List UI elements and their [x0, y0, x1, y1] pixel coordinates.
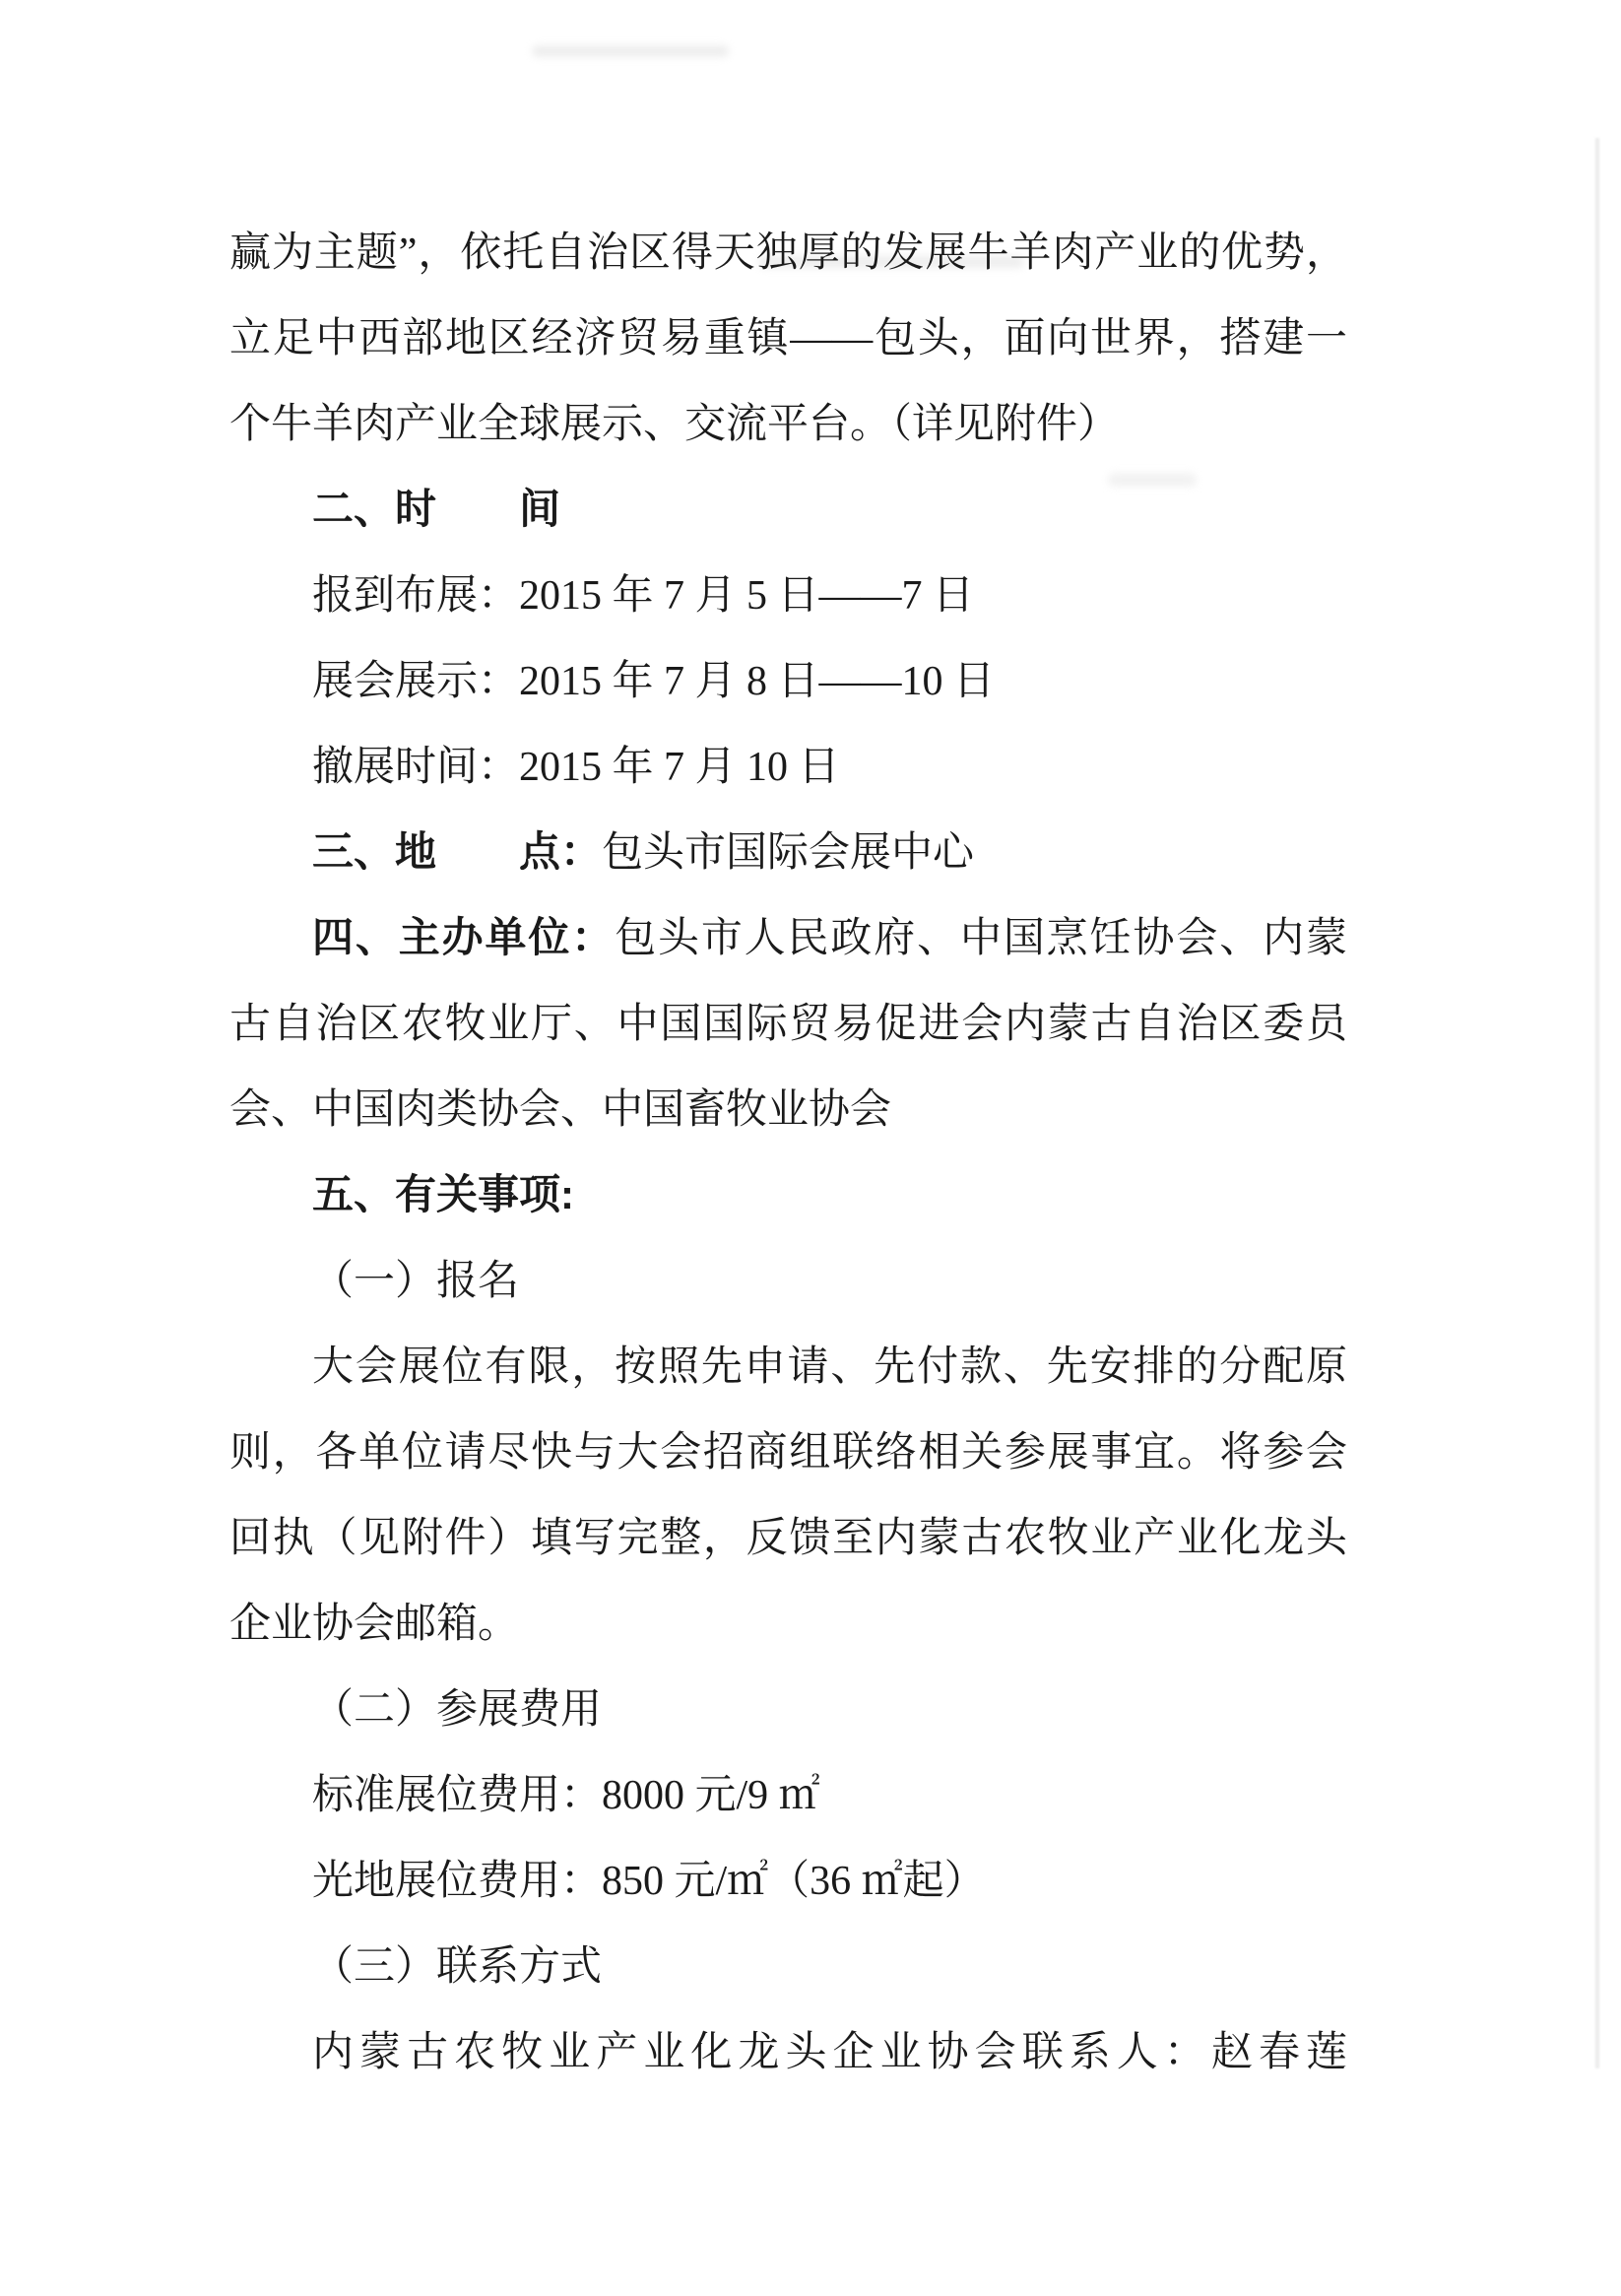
text-segment: （二）参展费用	[312, 1687, 603, 1733]
text-line	[229, 1837, 1347, 1923]
text-line	[229, 209, 1347, 295]
text-segment: 赢为主题”，依托自治区得天独厚的发展牛羊肉产业的优势，	[229, 230, 1347, 276]
document-page	[229, 209, 1347, 2094]
text-line	[229, 1409, 1347, 1494]
bold-heading-segment: 四、主办单位：	[312, 914, 616, 960]
text-segment: 内蒙古农牧业产业化龙头企业协会联系人：赵春莲	[312, 2030, 1347, 2075]
section-heading-organizers	[229, 894, 1347, 980]
text-line	[229, 380, 1347, 466]
subsection-heading-contact	[229, 1923, 1347, 2008]
text-line	[229, 637, 1347, 723]
text-line	[229, 295, 1347, 380]
text-segment: 报到布展：2015 年 7 月 5 日——7 日	[312, 573, 975, 619]
bold-heading-segment: 三、地 点：	[312, 828, 603, 875]
text-line	[229, 723, 1347, 809]
text-segment: 企业协会邮箱。	[229, 1602, 520, 1647]
bold-heading-segment: 五、有关事项:	[312, 1171, 574, 1217]
text-line	[229, 1066, 1347, 1151]
section-heading-time	[229, 466, 1347, 552]
text-segment: （一）报名	[312, 1259, 520, 1304]
text-segment: 光地展位费用：850 元/㎡（36 ㎡起）	[312, 1859, 986, 1904]
bold-heading-segment: 二、时 间	[312, 486, 561, 532]
text-segment: 大会展位有限，按照先申请、先付款、先安排的分配原	[312, 1345, 1347, 1390]
section-heading-location	[229, 809, 1347, 894]
text-segment: 个牛羊肉产业全球展示、交流平台。（详见附件）	[229, 402, 1120, 447]
text-segment: 立足中西部地区经济贸易重镇——包头，面向世界，搭建一	[229, 316, 1347, 361]
text-segment: 古自治区农牧业厅、中国国际贸易促进会内蒙古自治区委员	[229, 1002, 1347, 1047]
text-segment: 展会展示：2015 年 7 月 8 日——10 日	[312, 659, 996, 704]
text-segment: 回执（见附件）填写完整，反馈至内蒙古农牧业产业化龙头	[229, 1516, 1347, 1561]
text-segment: （三）联系方式	[312, 1944, 603, 1990]
subsection-heading-registration	[229, 1237, 1347, 1323]
text-segment: 包头市国际会展中心	[602, 830, 975, 876]
text-segment: 会、中国肉类协会、中国畜牧业协会	[229, 1087, 892, 1133]
text-line	[229, 1751, 1347, 1837]
text-line	[229, 552, 1347, 637]
text-segment: 撤展时间：2015 年 7 月 10 日	[312, 745, 840, 790]
text-line	[229, 1580, 1347, 1666]
text-line	[229, 1323, 1347, 1409]
text-line	[229, 1494, 1347, 1580]
text-segment: 标准展位费用：8000 元/9 ㎡	[312, 1773, 820, 1818]
subsection-heading-fees	[229, 1666, 1347, 1751]
scan-artifact-vertical-streak	[1595, 138, 1599, 2068]
text-segment: 包头市人民政府、中国烹饪协会、内蒙	[615, 916, 1347, 961]
text-segment: 则，各单位请尽快与大会招商组联络相关参展事宜。将参会	[229, 1430, 1347, 1476]
section-heading-matters	[229, 1151, 1347, 1237]
text-line	[229, 980, 1347, 1066]
scan-artifact	[532, 45, 729, 57]
text-line	[229, 2008, 1347, 2094]
